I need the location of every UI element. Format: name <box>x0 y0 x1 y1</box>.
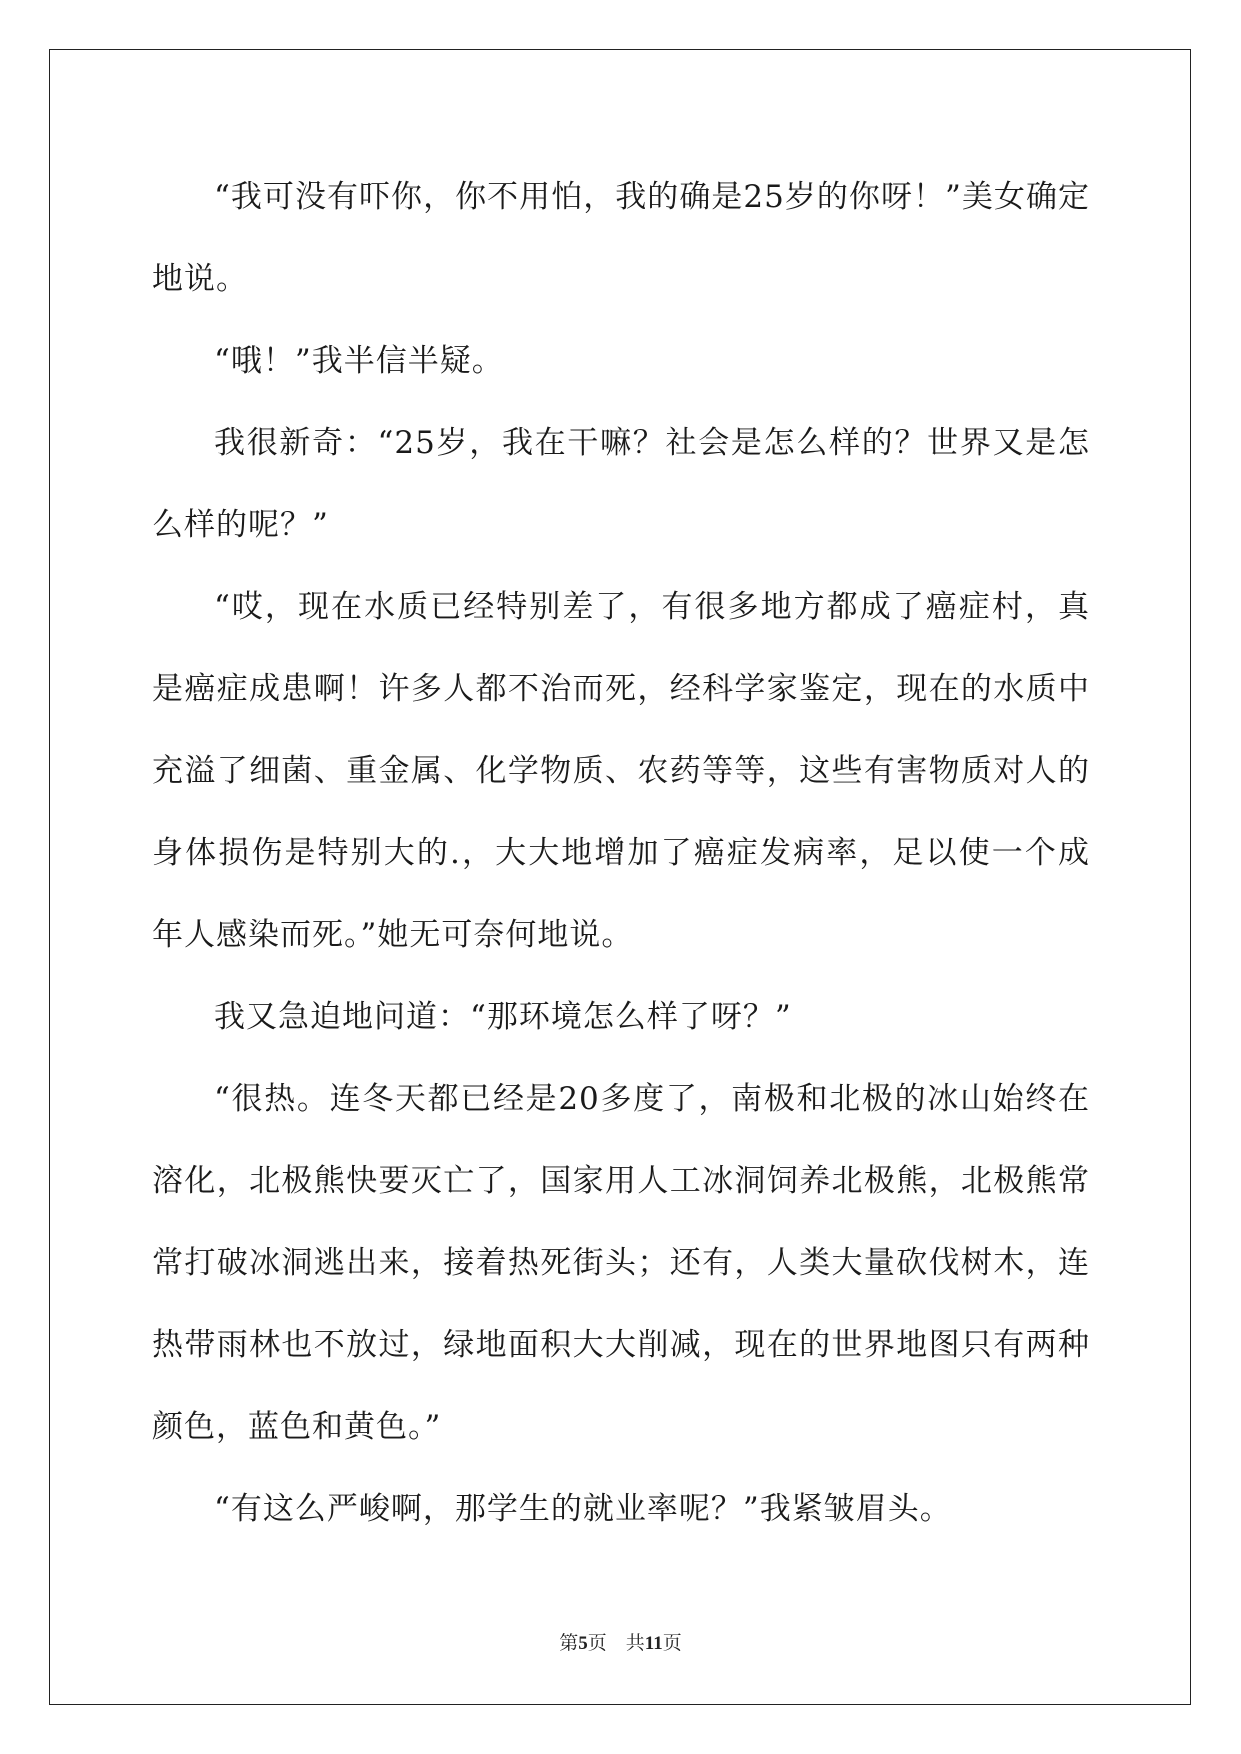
total-pages-number: 11 <box>644 1633 663 1654</box>
paragraph: “有这么严峻啊，那学生的就业率呢？”我紧皱眉头。 <box>214 1491 952 1527</box>
page-number-footer <box>0 1628 1241 1655</box>
paragraph: “哦！”我半信半疑。 <box>214 343 504 379</box>
paragraph: “我可没有吓你，你不用怕，我的确是25岁的你呀！”美女确定地说。 <box>152 179 1090 297</box>
paragraph: 我很新奇：“25岁，我在干嘛？社会是怎么样的？世界又是怎么样的呢？” <box>152 425 1090 543</box>
footer-prefix: 第 <box>559 1632 579 1654</box>
paragraph: “很热。连冬天都已经是20多度了，南极和北极的冰山始终在溶化，北极熊快要灭亡了，国家用人工冰洞饲养北极熊，北极熊常常打破冰洞逃出来，接着热死街头；还有，人类大量砍伐树木，连热带雨林也不放过，绿地面积大大削减，现在的世界地图只有两种颜色，蓝色和黄色。” <box>152 1081 1090 1445</box>
footer-mid: 页 共 <box>587 1632 645 1654</box>
paragraph: “哎，现在水质已经特别差了，有很多地方都成了癌症村，真是癌症成患啊！许多人都不治而死，经科学家鉴定，现在的水质中充溢了细菌、重金属、化学物质、农药等等，这些有害物质对人的身体损伤是特别大的.，大大地增加了癌症发病率，足以使一个成年人感染而死。”她无可奈何地说。 <box>152 589 1090 953</box>
document-body <box>152 156 1090 1550</box>
current-page-number: 5 <box>578 1633 588 1654</box>
footer-suffix: 页 <box>662 1632 682 1654</box>
paragraph: 我又急迫地问道：“那环境怎么样了呀？” <box>214 999 792 1035</box>
